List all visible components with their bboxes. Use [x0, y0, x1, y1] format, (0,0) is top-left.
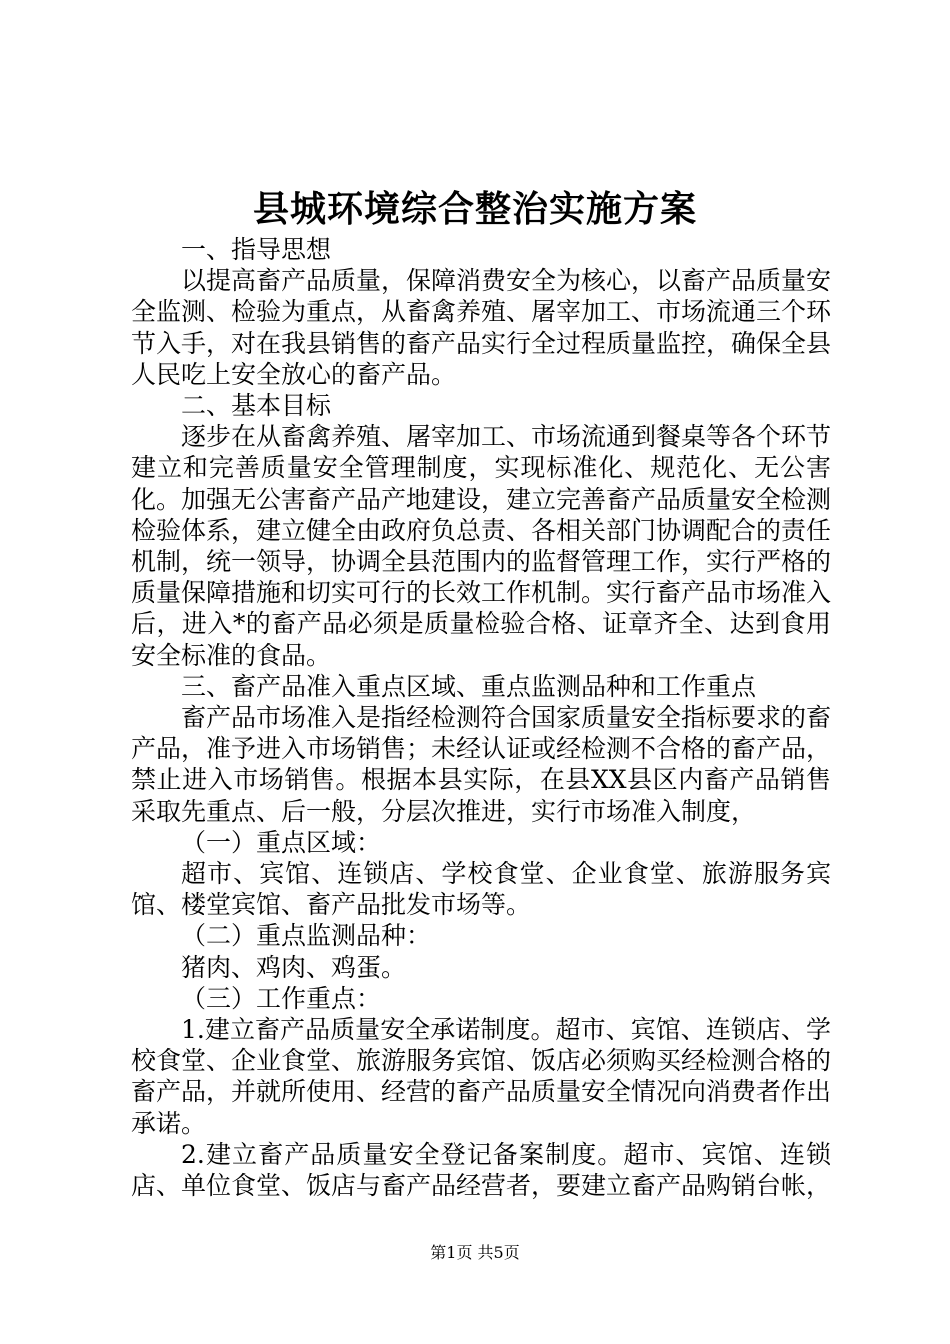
paragraph-guiding-ideology: 以提高畜产品质量，保障消费安全为核心，以畜产品质量安全监测、检验为重点，从畜禽养殖、屠宰加工、市场流通三个环节入手，对在我县销售的畜产品实行全过程质量监控，确保全县人民吃上安全放心的畜产品。 [131, 266, 832, 389]
document-body [131, 234, 831, 1201]
subheading-key-regions: （一）重点区域： [181, 827, 382, 857]
subheading-work-priorities: （三）工作重点： [181, 983, 382, 1013]
paragraph-key-regions: 超市、宾馆、连锁店、学校食堂、企业食堂、旅游服务宾馆、楼堂宾馆、畜产品批发市场等。 [131, 859, 831, 920]
heading-key-areas: 三、畜产品准入重点区域、重点监测品种和工作重点 [181, 671, 757, 701]
paragraph-basic-goals: 逐步在从畜禽养殖、屠宰加工、市场流通到餐桌等各个环节建立和完善质量安全管理制度，实现标准化、规范化、无公害化。加强无公害畜产品产地建设，建立完善畜产品质量安全检测检验体系，建立健全由政府负总责、各相关部门协调配合的责任机制，统一领导，协调全县范围内的监督管理工作，实行严格的质量保障措施和切实可行的长效工作机制。实行畜产品市场准入后，进入*的畜产品必须是质量检验合格、证章齐全、达到食用安全标准的食品。 [131, 422, 832, 670]
paragraph-registration-system: 2.建立畜产品质量安全登记备案制度。超市、宾馆、连锁店、单位食堂、饭店与畜产品经营者，要建立畜产品购销台帐， [131, 1139, 832, 1201]
document-title: 县城环境综合整治实施方案 [252, 188, 697, 230]
paragraph-commitment-system: 1.建立畜产品质量安全承诺制度。超市、宾馆、连锁店、学校食堂、企业食堂、旅游服务宾馆、饭店必须购买经检测合格的畜产品，并就所使用、经营的畜产品质量安全情况向消费者作出承诺。 [131, 1015, 832, 1138]
heading-basic-goals: 二、基本目标 [181, 391, 332, 421]
paragraph-market-access: 畜产品市场准入是指经检测符合国家质量安全指标要求的畜产品，准予进入市场销售；未经认证或经检测不合格的畜产品，禁止进入市场销售。根据本县实际，在县XX县区内畜产品销售采取先重点、后一般，分层次推进，实行市场准入制度， [131, 703, 832, 826]
paragraph-monitoring-varieties: 猪肉、鸡肉、鸡蛋。 [181, 952, 407, 982]
heading-guiding-ideology: 一、指导思想 [181, 235, 332, 264]
subheading-monitoring-varieties: （二）重点监测品种： [181, 921, 432, 951]
page-number-footer: 第1页 共5页 [430, 1243, 520, 1262]
